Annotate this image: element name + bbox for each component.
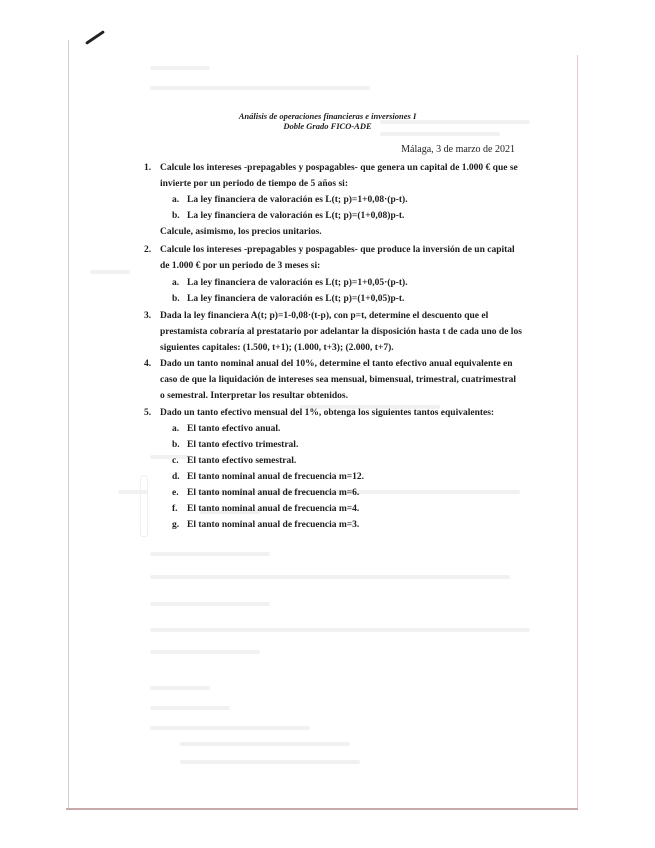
- question-5-item-a: [172, 421, 517, 437]
- degree-title: Doble Grado FICO-ADE: [283, 121, 372, 131]
- item-letter: c.: [172, 456, 179, 466]
- question-text-line: Calcule los intereses -prepagables y pospagables- que genera un capital de 1.000 € que se: [160, 163, 518, 173]
- question-5-item-c: [172, 453, 517, 469]
- question-1-item-a: [172, 192, 517, 208]
- item-text: El tanto nominal anual de frecuencia m=6.: [187, 488, 360, 498]
- item-text: El tanto efectivo anual.: [187, 424, 281, 434]
- page-edge-bottom: [66, 808, 578, 810]
- item-letter: g.: [172, 520, 180, 530]
- question-text-line: caso de que la liquidación de intereses sea mensual, bimensual, trimestral, cuatrimestral: [160, 375, 517, 385]
- question-1-followup: Calcule, asimismo, los precios unitarios.: [160, 227, 322, 237]
- item-letter: d.: [172, 472, 180, 482]
- question-text-line: o semestral. Interpretar los resultar obtenidos.: [160, 391, 348, 401]
- question-5-item-f: [172, 501, 517, 517]
- item-letter: e.: [172, 488, 179, 498]
- question-5-item-e: [172, 485, 517, 501]
- item-letter: b.: [172, 211, 180, 221]
- question-number: 3.: [144, 311, 152, 321]
- question-text-line: prestamista cobraría al prestatario por adelantar la disposición hasta t de cada uno de los: [160, 327, 522, 337]
- item-letter: a.: [172, 278, 180, 288]
- item-letter: a.: [172, 424, 180, 434]
- question-2: [144, 242, 515, 274]
- item-text: La ley financiera de valoración es L(t; p)=1+0,08·(p-t).: [187, 195, 408, 205]
- item-letter: b.: [172, 440, 180, 450]
- question-number: 5.: [144, 408, 152, 418]
- course-title: Análisis de operaciones financieras e inversiones I: [238, 111, 417, 121]
- question-text-line: Dada la ley financiera A(t; p)=1-0,08·(t-p), con p=t, determine el descuento que el: [160, 311, 489, 321]
- item-text: El tanto efectivo trimestral.: [187, 440, 299, 450]
- question-number: 1.: [144, 163, 152, 173]
- question-number: 2.: [144, 245, 152, 255]
- question-text-line: siguientes capitales: (1.500, t+1); (1.000, t+3); (2.000, t+7).: [160, 343, 394, 353]
- question-text-line: invierte por un periodo de tiempo de 5 años si:: [160, 179, 348, 189]
- item-text: El tanto nominal anual de frecuencia m=12.: [187, 472, 365, 482]
- item-letter: a.: [172, 195, 180, 205]
- question-1-item-b: [172, 208, 517, 224]
- item-text: El tanto nominal anual de frecuencia m=3.: [187, 520, 360, 530]
- page-edge-left: [68, 40, 69, 810]
- item-text: El tanto efectivo semestral.: [187, 456, 297, 466]
- item-text: El tanto nominal anual de frecuencia m=4.: [187, 504, 360, 514]
- question-3: [144, 308, 522, 356]
- page-edge-right: [577, 55, 578, 810]
- question-text-line: Calcule los intereses -prepagables y pospagables- que produce la inversión de un capital: [160, 245, 515, 255]
- item-text: La ley financiera de valoración es L(t; p)=(1+0,05)p-t.: [187, 294, 405, 304]
- item-text: La ley financiera de valoración es L(t; p)=1+0,05·(p-t).: [187, 278, 408, 288]
- exam-date: Málaga, 3 de marzo de 2021: [401, 144, 515, 155]
- question-2-item-a: [172, 275, 517, 291]
- question-5-item-g: [172, 517, 517, 533]
- question-5-item-b: [172, 437, 517, 453]
- item-text: La ley financiera de valoración es L(t; p)=(1+0,08)p-t.: [187, 211, 405, 221]
- pen-mark: [85, 30, 105, 45]
- question-5-item-d: [172, 469, 517, 485]
- question-4: [144, 356, 517, 404]
- question-number: 4.: [144, 359, 152, 369]
- question-2-item-b: [172, 291, 517, 307]
- question-text-line: Dado un tanto nominal anual del 10%, determine el tanto efectivo anual equivalente en: [160, 359, 513, 369]
- question-text-line: Dado un tanto efectivo mensual del 1%, obtenga los siguientes tantos equivalentes:: [160, 408, 495, 418]
- item-letter: b.: [172, 294, 180, 304]
- question-5: [144, 405, 512, 421]
- question-text-line: de 1.000 € por un periodo de 3 meses si:: [160, 261, 321, 271]
- question-1: [144, 160, 518, 192]
- item-letter: f.: [172, 504, 178, 514]
